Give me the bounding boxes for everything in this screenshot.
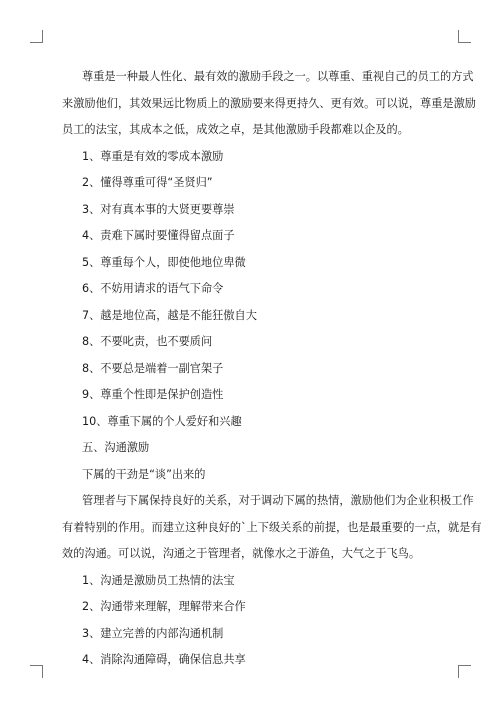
paragraph-line: 来激励他们，其效果远比物质上的激励要来得更持久、更有效。可以说，尊重是激励 [62, 96, 476, 110]
list-item: 4、责难下属时要懂得留点面子 [82, 229, 235, 242]
paragraph-line: 管理者与下属保持良好的关系，对于调动下属的热情，激励他们为企业积极工作 [82, 494, 474, 507]
list-item: 3、对有真本事的大贤更要尊崇 [82, 202, 235, 216]
list-item: 1、尊重是有效的零成本激励 [82, 149, 224, 163]
list-item: 5、尊重每个人，即使他地位卑微 [82, 255, 246, 269]
list-item: 9、尊重个性即是保护创造性 [82, 388, 224, 401]
crop-mark-bottom-right [458, 665, 471, 678]
list-item: 2、沟通带来理解，理解带来合作 [82, 600, 246, 613]
crop-mark-top-left [30, 30, 43, 43]
paragraph-line: 员工的法宝，其成本之低，成效之卓，是其他激励手段都难以企及的。 [62, 123, 409, 136]
paragraph-line: 尊重是一种最人性化、最有效的激励手段之一。以尊重、重视自己的员工的方式 [82, 70, 474, 83]
list-item: 4、消除沟通障碍，确保信息共享 [82, 653, 246, 666]
list-item: 7、越是地位高，越是不能狂傲自大 [82, 308, 257, 322]
list-item: 8、不要总是端着一副官架子 [82, 361, 224, 375]
crop-mark-bottom-left [30, 665, 43, 678]
list-item: 8、不要叱责，也不要质问 [82, 335, 213, 348]
paragraph-line: 效的沟通。可以说，沟通之于管理者，就像水之于游鱼，大气之于飞鸟。 [62, 547, 421, 560]
crop-mark-top-right [458, 30, 471, 43]
list-item: 3、建立完善的内部沟通机制 [82, 626, 224, 640]
list-item: 1、沟通是激励员工热情的法宝 [82, 573, 235, 587]
document-body [62, 64, 482, 674]
paragraph-line: 有着特别的作用。而建立这种良好的`上下级关系的前提，也是最重要的一点，就是有 [62, 520, 482, 534]
subheading: 下属的干劲是“谈”出来的 [82, 467, 206, 481]
list-item: 6、不妨用请求的语气下命令 [82, 282, 224, 295]
list-item: 10、尊重下属的个人爱好和兴趣 [82, 414, 242, 428]
list-item: 2、懂得尊重可得“圣贤归” [82, 176, 213, 189]
section-heading: 五、沟通激励 [82, 441, 150, 454]
